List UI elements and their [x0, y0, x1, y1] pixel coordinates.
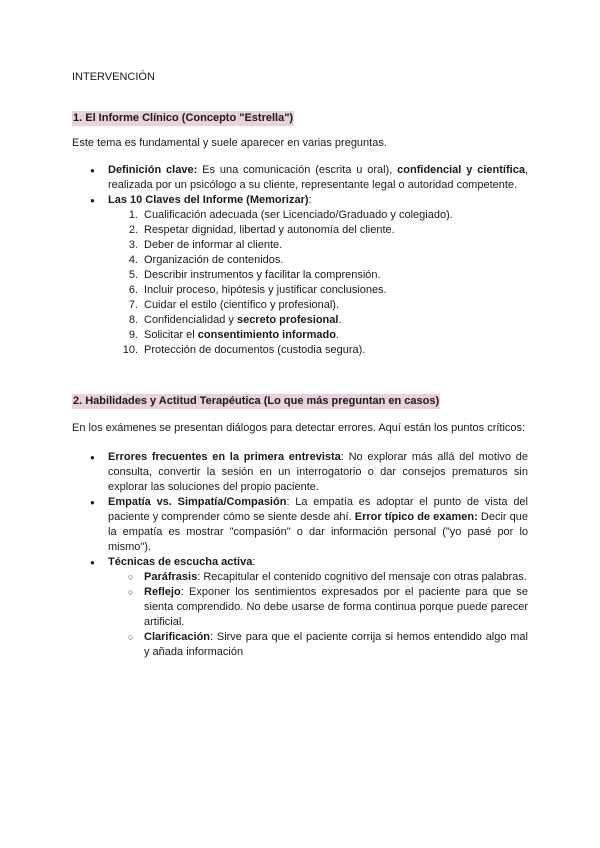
- definition-text-2: , realizada por un psicólogo a su cliente, representante legal o autoridad competente.: [108, 164, 528, 191]
- technique-label: Clarificación: [144, 631, 211, 643]
- keys-colon: :: [308, 194, 312, 206]
- technique-text: : Exponer los sentimientos expresados por el paciente para que se sienta comprendido. No debe usarse de forma continua porque puede parecer artificial.: [144, 586, 528, 628]
- keys-bullet: [72, 193, 528, 358]
- key-text: Deber de informar al cliente.: [144, 239, 283, 251]
- definition-label: Definición clave:: [108, 164, 198, 176]
- key-text: Describir instrumentos y facilitar la comprensión.: [144, 269, 381, 281]
- section-informe-clinico: [72, 111, 528, 358]
- key-number: 5.: [128, 269, 138, 281]
- section-2-bullet-list: [72, 450, 528, 660]
- technique-label: Paráfrasis: [144, 571, 198, 583]
- technique-item: [108, 570, 528, 585]
- key-text: Organización de contenidos.: [144, 254, 284, 266]
- section-habilidades: [72, 394, 528, 660]
- definition-bold: confidencial y científica: [397, 164, 525, 176]
- errors-bullet: [72, 450, 528, 495]
- section-1-bullet-list: [72, 163, 528, 358]
- techniques-colon: :: [252, 556, 256, 568]
- key-item: [108, 268, 528, 283]
- errors-text: : No explorar más allá del motivo de consulta, convertir la sesión en un interrogatorio o dar consejos prematuros sin explorar las soluciones del propio paciente.: [108, 451, 528, 493]
- keys-label: Las 10 Claves del Informe (Memorizar): [108, 194, 309, 206]
- technique-item: [108, 630, 528, 660]
- key-item: [108, 343, 528, 358]
- key-text: Cuidar el estilo (científico y profesional).: [144, 299, 340, 311]
- key-after: .: [335, 329, 339, 341]
- key-bold: consentimiento informado: [197, 329, 336, 341]
- empathy-text-2: Decir que la empatía es mostrar "compasión" o dar información personal ("yo pasé por lo mismo").: [108, 511, 529, 553]
- key-item: [108, 283, 528, 298]
- techniques-sublist: [108, 570, 528, 660]
- key-text: Cualificación adecuada (ser Licenciado/Graduado y colegiado).: [144, 209, 453, 221]
- definition-bullet: [72, 163, 528, 193]
- key-text: Solicitar el: [144, 329, 198, 341]
- keys-numbered-list: [108, 208, 528, 358]
- key-text: Incluir proceso, hipótesis y justificar conclusiones.: [144, 284, 387, 296]
- section-1-heading: 1. El Informe Clínico (Concepto "Estrella"): [73, 112, 294, 124]
- empathy-text-1: : La empatía es adoptar el punto de vista del paciente y comprender cómo se siente desde ahí.: [108, 496, 528, 523]
- key-text: Protección de documentos (custodia segura).: [144, 344, 366, 356]
- key-item: [108, 208, 528, 223]
- key-text: Confidencialidad y: [144, 314, 237, 326]
- key-item: [108, 238, 528, 253]
- key-item: [108, 253, 528, 268]
- key-bold: secreto profesional: [236, 314, 339, 326]
- key-number: 7.: [128, 299, 138, 311]
- key-text: Respetar dignidad, libertad y autonomía del cliente.: [144, 224, 395, 236]
- section-1-intro: Este tema es fundamental y suele aparecer en varias preguntas.: [72, 137, 387, 149]
- technique-text: : Recapitular el contenido cognitivo del mensaje con otras palabras.: [197, 571, 527, 583]
- technique-label: Reflejo: [144, 586, 181, 598]
- key-item: [108, 328, 528, 343]
- section-2-intro: En los exámenes se presentan diálogos para detectar errores. Aquí están los puntos críticos:: [72, 422, 526, 434]
- key-number: 9.: [128, 329, 138, 341]
- definition-text-1: Es una comunicación (escrita u oral),: [197, 164, 398, 176]
- document-title: INTERVENCIÓN: [72, 71, 155, 83]
- key-item: [108, 313, 528, 328]
- key-after: .: [338, 314, 342, 326]
- key-number: 4.: [128, 254, 138, 266]
- empathy-label: Empatía vs. Simpatía/Compasión: [108, 496, 287, 508]
- key-number: 2.: [128, 224, 138, 236]
- errors-label: Errores frecuentes en la primera entrevista: [108, 451, 341, 463]
- techniques-bullet: [72, 555, 528, 660]
- key-number: 8.: [128, 314, 138, 326]
- technique-item: [108, 585, 528, 630]
- techniques-label: Técnicas de escucha activa: [108, 556, 253, 568]
- key-item: [108, 223, 528, 238]
- document-page: [72, 70, 528, 660]
- key-number: 3.: [128, 239, 138, 251]
- section-2-heading: 2. Habilidades y Actitud Terapéutica (Lo que más preguntan en casos): [73, 395, 440, 407]
- empathy-bold: Error típico de examen:: [354, 511, 478, 523]
- key-item: [108, 298, 528, 313]
- key-number: 1.: [128, 209, 138, 221]
- technique-text: : Sirve para que el paciente corrija si hemos entendido algo mal y añada información: [144, 631, 528, 658]
- key-number: 10.: [122, 344, 138, 356]
- key-number: 6.: [128, 284, 138, 296]
- empathy-bullet: [72, 495, 528, 555]
